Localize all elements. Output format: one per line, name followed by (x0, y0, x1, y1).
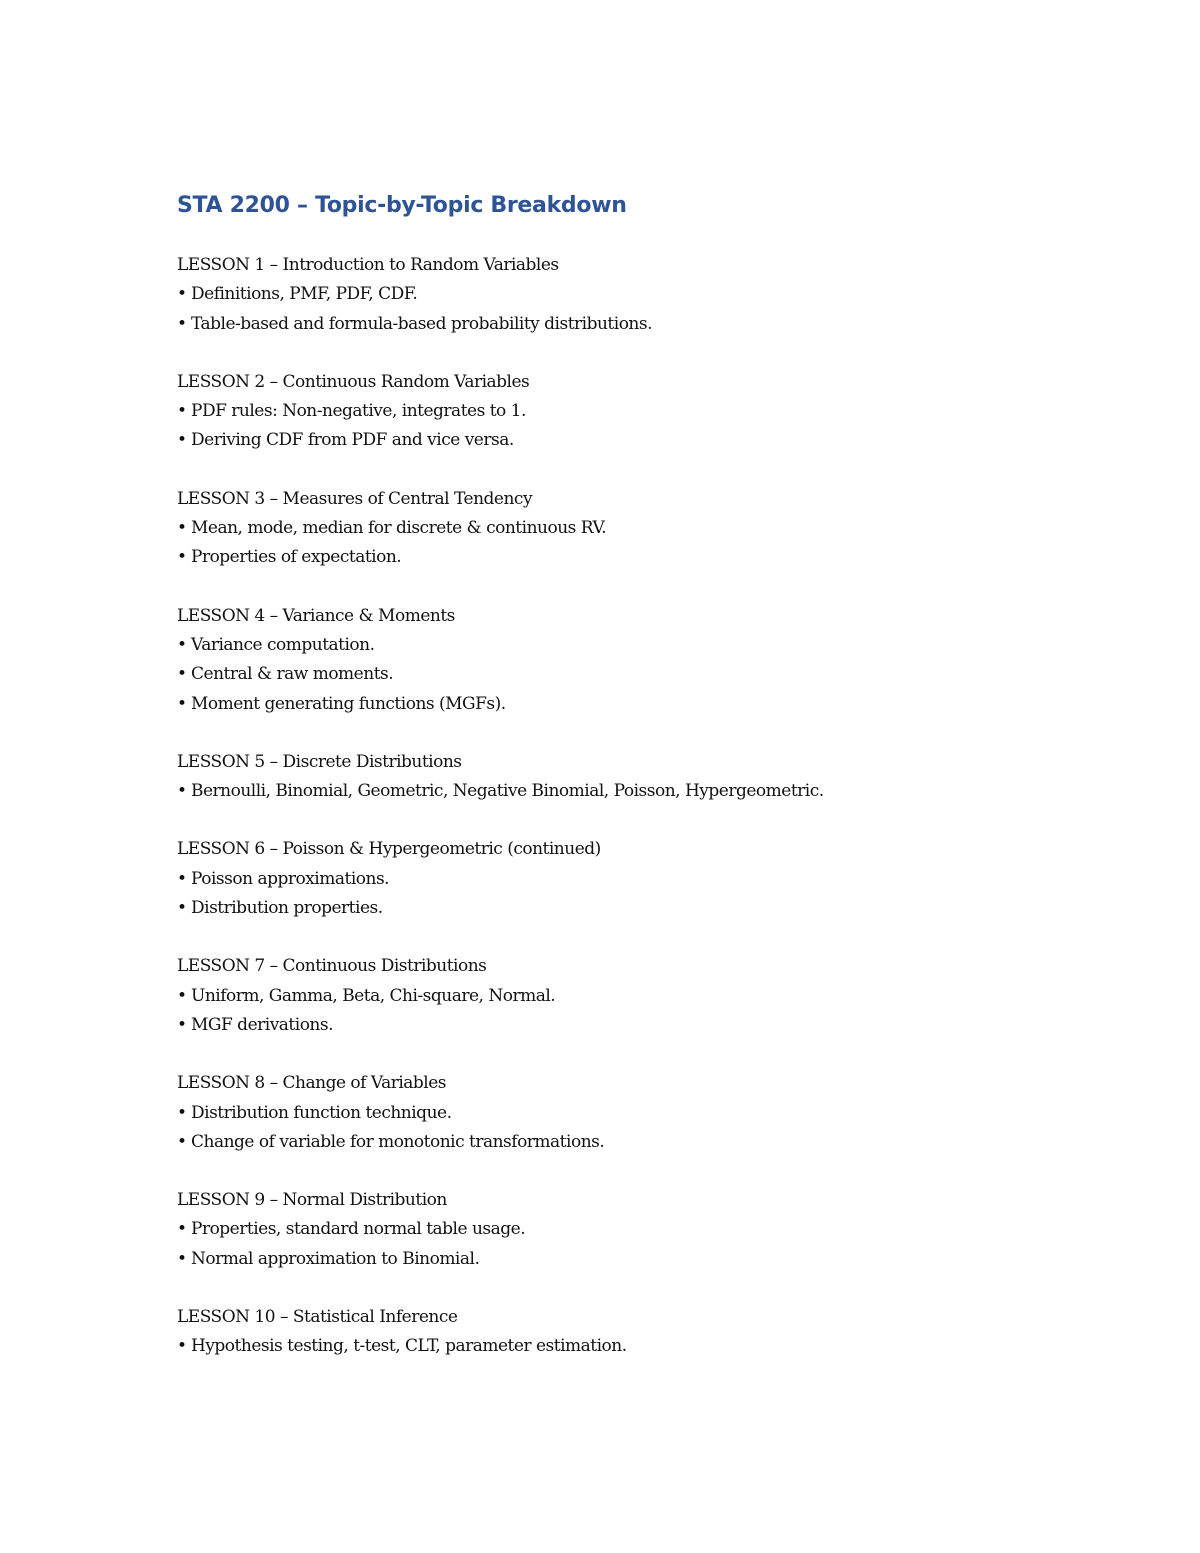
lesson-section-8 (177, 1069, 1137, 1157)
lesson-section-1 (177, 251, 1137, 339)
bullet-icon: • (177, 401, 187, 422)
bullet-icon: • (177, 430, 187, 451)
lesson-section-3 (177, 485, 1137, 573)
lesson-list (177, 251, 1137, 1362)
bullet-item (177, 690, 1137, 719)
lesson-section-5 (177, 748, 1137, 807)
bullet-icon: • (177, 547, 187, 568)
bullet-item (177, 894, 1137, 923)
bullet-text: Distribution function technique. (191, 1102, 452, 1123)
bullet-icon: • (177, 1248, 187, 1269)
page-title: STA 2200 – Topic-by-Topic Breakdown (177, 193, 627, 218)
lesson-section-10 (177, 1303, 1137, 1362)
bullet-item (177, 1245, 1137, 1274)
bullet-text: Table-based and formula-based probability distributions. (191, 313, 653, 334)
lesson-heading: LESSON 7 – Continuous Distributions (177, 956, 487, 977)
lesson-heading: LESSON 3 – Measures of Central Tendency (177, 488, 533, 509)
lesson-heading: LESSON 2 – Continuous Random Variables (177, 371, 530, 392)
bullet-icon: • (177, 898, 187, 919)
bullet-text: Uniform, Gamma, Beta, Chi-square, Normal. (191, 985, 556, 1006)
lesson-section-7 (177, 952, 1137, 1040)
bullet-text: Deriving CDF from PDF and vice versa. (191, 430, 514, 451)
lesson-heading: LESSON 10 – Statistical Inference (177, 1307, 458, 1328)
bullet-icon: • (177, 1102, 187, 1123)
bullet-text: MGF derivations. (191, 1014, 334, 1035)
bullet-text: Mean, mode, median for discrete & continuous RV. (191, 518, 607, 539)
bullet-item (177, 397, 1137, 426)
bullet-icon: • (177, 284, 187, 305)
bullet-item (177, 514, 1137, 543)
lesson-heading: LESSON 4 – Variance & Moments (177, 605, 455, 626)
bullet-text: Bernoulli, Binomial, Geometric, Negative Binomial, Poisson, Hypergeometric. (191, 781, 824, 802)
bullet-text: Poisson approximations. (191, 868, 390, 889)
bullet-icon: • (177, 693, 187, 714)
lesson-section-9 (177, 1186, 1137, 1274)
bullet-text: PDF rules: Non-negative, integrates to 1. (191, 401, 526, 422)
bullet-item (177, 543, 1137, 572)
bullet-item (177, 310, 1137, 339)
bullet-item (177, 426, 1137, 455)
bullet-icon: • (177, 781, 187, 802)
bullet-icon: • (177, 634, 187, 655)
bullet-item (177, 631, 1137, 660)
bullet-text: Normal approximation to Binomial. (191, 1248, 480, 1269)
bullet-text: Distribution properties. (191, 898, 383, 919)
bullet-icon: • (177, 1014, 187, 1035)
bullet-item (177, 982, 1137, 1011)
bullet-text: Change of variable for monotonic transformations. (191, 1131, 605, 1152)
document-page (177, 190, 1137, 1391)
lesson-heading: LESSON 6 – Poisson & Hypergeometric (continued) (177, 839, 601, 860)
bullet-item (177, 1099, 1137, 1128)
bullet-text: Properties, standard normal table usage. (191, 1219, 526, 1240)
bullet-icon: • (177, 664, 187, 685)
lesson-section-6 (177, 835, 1137, 923)
bullet-text: Moment generating functions (MGFs). (191, 693, 506, 714)
bullet-text: Definitions, PMF, PDF, CDF. (191, 284, 418, 305)
bullet-text: Hypothesis testing, t-test, CLT, parameter estimation. (191, 1336, 627, 1357)
bullet-icon: • (177, 313, 187, 334)
bullet-item (177, 1332, 1137, 1361)
bullet-item (177, 660, 1137, 689)
lesson-heading: LESSON 1 – Introduction to Random Variables (177, 255, 559, 275)
lesson-section-2 (177, 368, 1137, 456)
lesson-section-4 (177, 602, 1137, 719)
bullet-item (177, 865, 1137, 894)
bullet-icon: • (177, 518, 187, 539)
bullet-icon: • (177, 1131, 187, 1152)
lesson-heading: LESSON 8 – Change of Variables (177, 1073, 447, 1094)
bullet-item (177, 1215, 1137, 1244)
lesson-heading: LESSON 9 – Normal Distribution (177, 1190, 447, 1211)
bullet-text: Central & raw moments. (191, 664, 394, 685)
bullet-icon: • (177, 1219, 187, 1240)
bullet-item (177, 1128, 1137, 1157)
bullet-item (177, 777, 1137, 806)
bullet-icon: • (177, 985, 187, 1006)
bullet-item (177, 1011, 1137, 1040)
bullet-icon: • (177, 868, 187, 889)
bullet-item (177, 280, 1137, 309)
bullet-icon: • (177, 1336, 187, 1357)
lesson-heading: LESSON 5 – Discrete Distributions (177, 751, 462, 772)
bullet-text: Properties of expectation. (191, 547, 402, 568)
bullet-text: Variance computation. (191, 634, 375, 655)
